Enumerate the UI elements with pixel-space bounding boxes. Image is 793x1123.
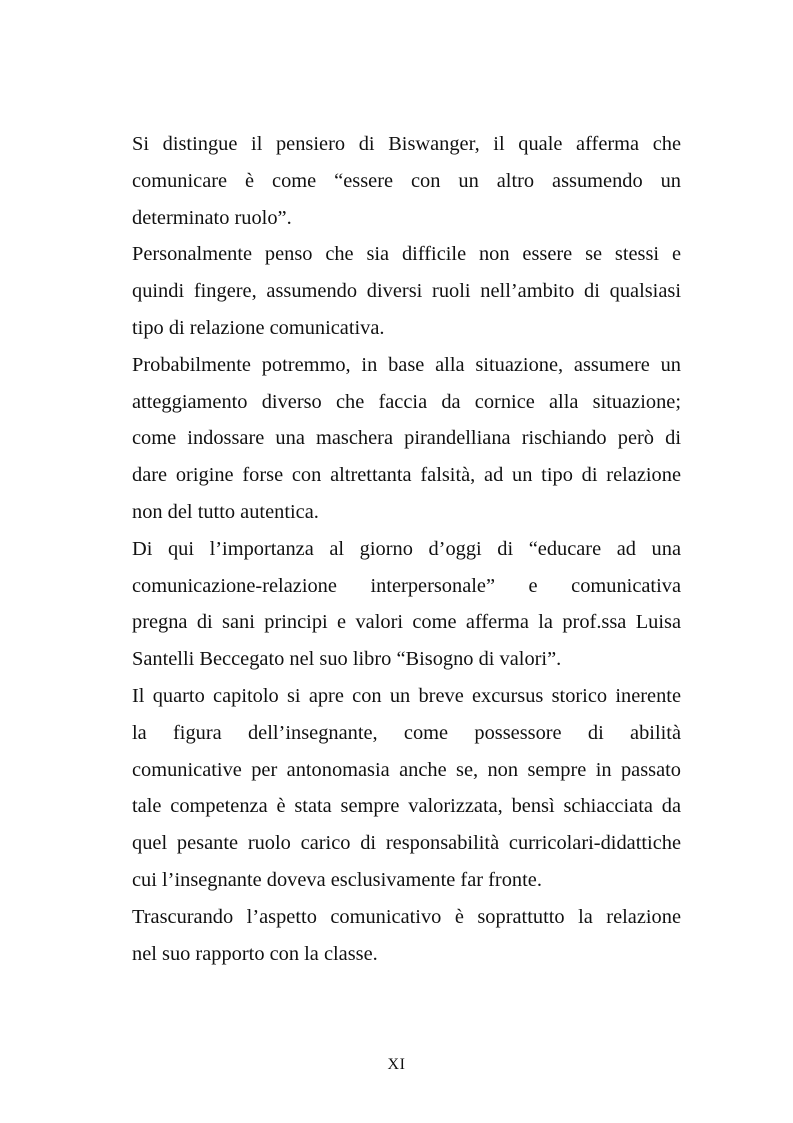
text-line: Trascurando l’aspetto comunicativo è soprattutto la relazione bbox=[132, 905, 681, 928]
text-line: non del tutto autentica. bbox=[132, 500, 319, 523]
text-line: come indossare una maschera pirandelliana rischiando però di bbox=[132, 427, 681, 450]
text-line: pregna di sani principi e valori come afferma la prof.ssa Luisa bbox=[132, 611, 681, 634]
text-line: tipo di relazione comunicativa. bbox=[132, 316, 385, 339]
text-line: dare origine forse con altrettanta falsità, ad un tipo di relazione bbox=[132, 464, 681, 487]
text-line: nel suo rapporto con la classe. bbox=[132, 942, 378, 965]
text-line: comunicative per antonomasia anche se, non sempre in passato bbox=[132, 758, 681, 781]
text-line: Santelli Beccegato nel suo libro “Bisogno di valori”. bbox=[132, 648, 562, 671]
page-number: XI bbox=[387, 1056, 406, 1073]
body-text bbox=[132, 126, 681, 972]
text-line: determinato ruolo”. bbox=[132, 206, 292, 229]
text-line: cui l’insegnante doveva esclusivamente far fronte. bbox=[132, 868, 542, 891]
text-line: atteggiamento diverso che faccia da cornice alla situazione; bbox=[132, 390, 681, 413]
text-line: Si distingue il pensiero di Biswanger, il quale afferma che bbox=[132, 133, 681, 155]
text-line: quindi fingere, assumendo diversi ruoli nell’ambito di qualsiasi bbox=[132, 280, 681, 303]
text-line: Personalmente penso che sia difficile non essere se stessi e bbox=[132, 243, 681, 266]
text-line: la figura dell’insegnante, come possessore di abilità bbox=[132, 721, 681, 744]
text-line: Probabilmente potremmo, in base alla situazione, assumere un bbox=[132, 353, 681, 376]
text-line: tale competenza è stata sempre valorizzata, bensì schiacciata da bbox=[132, 795, 681, 818]
text-line: quel pesante ruolo carico di responsabilità curricolari-didattiche bbox=[132, 832, 681, 855]
text-line: comunicare è come “essere con un altro assumendo un bbox=[132, 169, 681, 192]
text-line: comunicazione-relazione interpersonale” e comunicativa bbox=[132, 574, 681, 597]
text-line: Di qui l’importanza al giorno d’oggi di “educare ad una bbox=[132, 537, 681, 560]
text-line: Il quarto capitolo si apre con un breve excursus storico inerente bbox=[132, 684, 681, 707]
